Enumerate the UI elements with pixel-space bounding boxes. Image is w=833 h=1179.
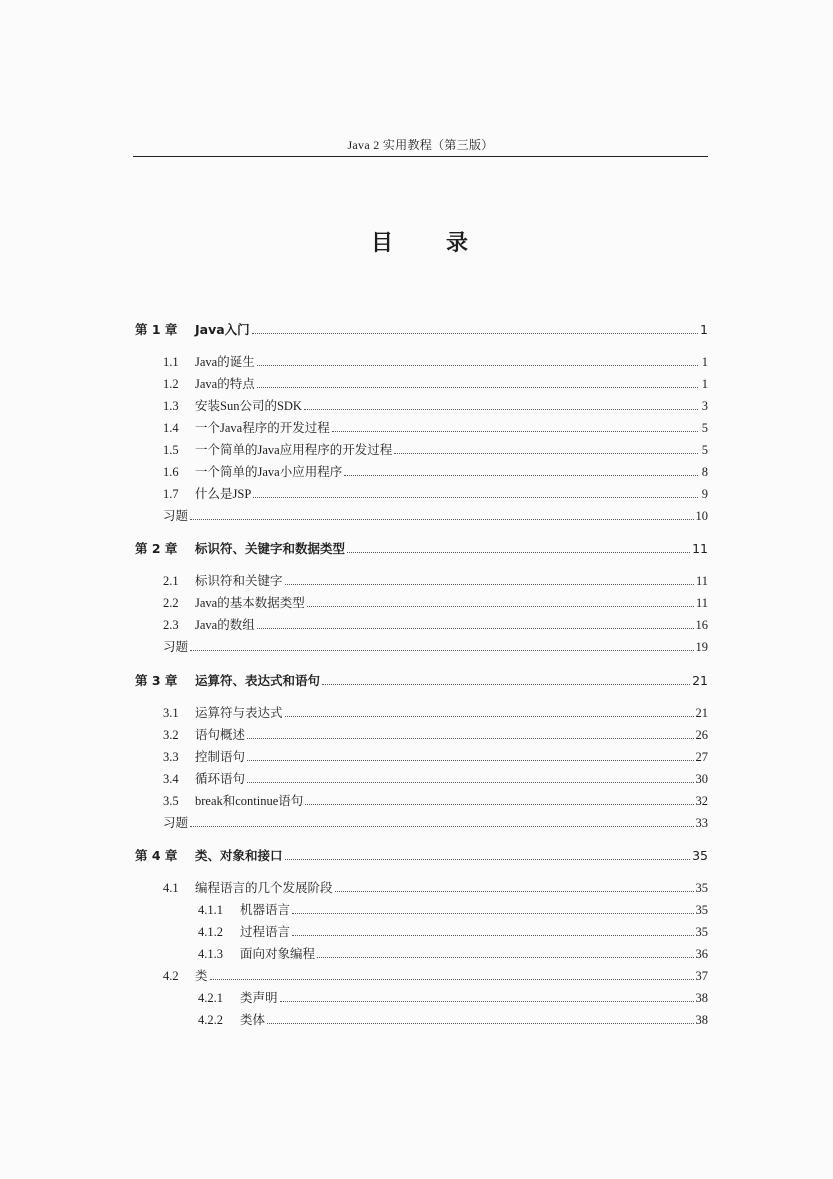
toc-entry-title: 循环语句 bbox=[195, 772, 246, 786]
toc-entry-title: Java的特点 bbox=[195, 377, 255, 391]
toc-entry-page-number: 35 bbox=[692, 848, 708, 863]
toc-entry-number: 1.5 bbox=[163, 443, 179, 457]
toc-entry-number: 3.4 bbox=[163, 772, 179, 786]
toc-entry-number: 1.7 bbox=[163, 487, 179, 501]
toc-entry-number: 第 2 章 bbox=[135, 541, 178, 556]
toc-entry-title: 运算符与表达式 bbox=[195, 706, 283, 720]
toc-entry-number: 1.2 bbox=[163, 377, 179, 391]
toc-entry-title: 语句概述 bbox=[195, 728, 246, 742]
toc-entry-number: 3.1 bbox=[163, 706, 179, 720]
toc-entry-title: Java的数组 bbox=[195, 618, 255, 632]
dot-leader bbox=[247, 737, 693, 739]
toc-entry-page-number: 30 bbox=[695, 772, 708, 786]
toc-section-entry[interactable] bbox=[163, 878, 708, 898]
toc-entry-page-number: 27 bbox=[695, 750, 708, 764]
toc-entry-page-number: 36 bbox=[695, 947, 708, 961]
toc-entry-number: 4.1.2 bbox=[198, 925, 223, 939]
dot-leader bbox=[257, 627, 694, 629]
toc-sub-entry[interactable] bbox=[198, 988, 708, 1008]
header-rule bbox=[133, 156, 708, 157]
toc-entry-page-number: 10 bbox=[695, 509, 708, 523]
toc-entry-number: 3.5 bbox=[163, 794, 179, 808]
dot-leader bbox=[257, 364, 698, 366]
toc-section-entry[interactable] bbox=[163, 571, 708, 591]
toc-entry-title: 什么是JSP bbox=[195, 487, 252, 501]
running-header: Java 2 实用教程（第三版） bbox=[347, 138, 494, 152]
toc-entry-title: 一个简单的Java应用程序的开发过程 bbox=[195, 443, 393, 457]
dot-leader bbox=[285, 858, 691, 860]
toc-entry-page-number: 21 bbox=[692, 673, 708, 688]
toc-sub-entry[interactable] bbox=[198, 1010, 708, 1030]
toc-section-entry[interactable] bbox=[163, 966, 708, 986]
toc-entry-page-number: 21 bbox=[695, 706, 708, 720]
toc-entry-title: 类声明 bbox=[240, 991, 278, 1005]
toc-chapter-entry[interactable] bbox=[135, 320, 708, 340]
toc-entry-title: 一个Java程序的开发过程 bbox=[195, 421, 330, 435]
toc-entry-page-number: 11 bbox=[695, 574, 708, 588]
toc-entry-number: 4.1 bbox=[163, 881, 179, 895]
dot-leader bbox=[347, 551, 690, 553]
toc-section-entry[interactable] bbox=[163, 703, 708, 723]
toc-entry-title: 习题 bbox=[163, 816, 189, 830]
toc-sub-entry[interactable] bbox=[198, 944, 708, 964]
toc-entry-page-number: 33 bbox=[695, 816, 708, 830]
toc-entry-number: 4.2.1 bbox=[198, 991, 223, 1005]
toc-entry-title: 运算符、表达式和语句 bbox=[195, 673, 321, 688]
toc-entry-title: 类、对象和接口 bbox=[195, 848, 283, 863]
dot-leader bbox=[190, 649, 693, 651]
dot-leader bbox=[247, 759, 693, 761]
toc-exercise-entry[interactable] bbox=[163, 813, 708, 833]
toc-entry-title: 类体 bbox=[240, 1013, 266, 1027]
toc-entry-number: 2.1 bbox=[163, 574, 179, 588]
dot-leader bbox=[257, 386, 698, 388]
toc-section-entry[interactable] bbox=[163, 374, 708, 394]
toc-section-entry[interactable] bbox=[163, 593, 708, 613]
toc-entry-page-number: 11 bbox=[692, 541, 708, 556]
toc-entry-page-number: 38 bbox=[695, 1013, 708, 1027]
toc-entry-number: 4.1.3 bbox=[198, 947, 223, 961]
toc-exercise-entry[interactable] bbox=[163, 637, 708, 657]
toc-entry-title: 控制语句 bbox=[195, 750, 246, 764]
dot-leader bbox=[285, 715, 694, 717]
dot-leader bbox=[317, 956, 693, 958]
toc-entry-number: 第 4 章 bbox=[135, 848, 178, 863]
toc-entry-page-number: 16 bbox=[695, 618, 708, 632]
toc-section-entry[interactable] bbox=[163, 769, 708, 789]
toc-section-entry[interactable] bbox=[163, 791, 708, 811]
dot-leader bbox=[280, 1000, 694, 1002]
toc-entry-page-number: 5 bbox=[701, 421, 708, 435]
dot-leader bbox=[253, 496, 698, 498]
dot-leader bbox=[332, 430, 698, 432]
toc-entry-number: 4.1.1 bbox=[198, 903, 223, 917]
dot-leader bbox=[267, 1022, 693, 1024]
toc-entry-number: 4.2 bbox=[163, 969, 179, 983]
toc-entry-title: 安装Sun公司的SDK bbox=[195, 399, 302, 413]
toc-entry-number: 2.2 bbox=[163, 596, 179, 610]
toc-title-char-2: 录 bbox=[446, 231, 469, 256]
toc-entry-title: 习题 bbox=[163, 509, 189, 523]
toc-entry-page-number: 1 bbox=[700, 322, 708, 337]
toc-section-entry[interactable] bbox=[163, 747, 708, 767]
toc-entry-page-number: 26 bbox=[695, 728, 708, 742]
toc-entry-page-number: 37 bbox=[695, 969, 708, 983]
toc-entry-title: 习题 bbox=[163, 640, 189, 654]
toc-entry-page-number: 35 bbox=[695, 881, 708, 895]
dot-leader bbox=[292, 912, 693, 914]
dot-leader bbox=[344, 474, 698, 476]
toc-section-entry[interactable] bbox=[163, 615, 708, 635]
toc-entry-title: Java的基本数据类型 bbox=[195, 596, 305, 610]
dot-leader bbox=[210, 978, 694, 980]
toc-sub-entry[interactable] bbox=[198, 900, 708, 920]
toc-entry-number: 2.3 bbox=[163, 618, 179, 632]
toc-chapter-entry[interactable] bbox=[135, 539, 708, 559]
dot-leader bbox=[252, 332, 698, 334]
toc-entry-page-number: 3 bbox=[701, 399, 708, 413]
dot-leader bbox=[322, 683, 690, 685]
toc-chapter-entry[interactable] bbox=[135, 671, 708, 691]
toc-entry-title: Java的诞生 bbox=[195, 355, 255, 369]
toc-exercise-entry[interactable] bbox=[163, 506, 708, 526]
dot-leader bbox=[305, 803, 693, 805]
toc-entry-number: 第 3 章 bbox=[135, 673, 178, 688]
toc-entry-title: 标识符、关键字和数据类型 bbox=[195, 541, 346, 556]
toc-entry-page-number: 35 bbox=[695, 903, 708, 917]
toc-section-entry[interactable] bbox=[163, 462, 708, 482]
dot-leader bbox=[394, 452, 698, 454]
toc-entry-title: 类 bbox=[195, 969, 208, 983]
toc-sub-entry[interactable] bbox=[198, 922, 708, 942]
toc-section-entry[interactable] bbox=[163, 440, 708, 460]
dot-leader bbox=[307, 605, 694, 607]
dot-leader bbox=[190, 825, 693, 827]
toc-entry-number: 1.1 bbox=[163, 355, 179, 369]
toc-entry-page-number: 5 bbox=[701, 443, 708, 457]
dot-leader bbox=[304, 408, 698, 410]
toc-entry-title: 机器语言 bbox=[240, 903, 291, 917]
dot-leader bbox=[285, 583, 694, 585]
toc-entry-page-number: 9 bbox=[701, 487, 708, 501]
toc-entry-page-number: 1 bbox=[701, 377, 708, 391]
toc-entry-title: 编程语言的几个发展阶段 bbox=[195, 881, 333, 895]
toc-entry-page-number: 1 bbox=[701, 355, 708, 369]
toc-chapter-entry[interactable] bbox=[135, 846, 708, 866]
toc-entry-number: 3.2 bbox=[163, 728, 179, 742]
toc-entry-title: 标识符和关键字 bbox=[195, 574, 283, 588]
toc-entry-title: break和continue语句 bbox=[195, 794, 304, 808]
toc-entry-page-number: 8 bbox=[701, 465, 708, 479]
toc-entry-number: 4.2.2 bbox=[198, 1013, 223, 1027]
toc-title-char-1: 目 bbox=[371, 231, 394, 256]
toc-entry-title: 一个简单的Java小应用程序 bbox=[195, 465, 343, 479]
toc-entry-number: 第 1 章 bbox=[135, 322, 178, 337]
toc-entry-page-number: 35 bbox=[695, 925, 708, 939]
toc-section-entry[interactable] bbox=[163, 396, 708, 416]
toc-section-entry[interactable] bbox=[163, 352, 708, 372]
toc-entry-title: Java入门 bbox=[195, 322, 250, 337]
toc-entry-number: 3.3 bbox=[163, 750, 179, 764]
toc-entry-page-number: 19 bbox=[695, 640, 708, 654]
toc-section-entry[interactable] bbox=[163, 484, 708, 504]
toc-section-entry[interactable] bbox=[163, 725, 708, 745]
toc-entry-page-number: 32 bbox=[695, 794, 708, 808]
dot-leader bbox=[247, 781, 693, 783]
toc-entry-title: 面向对象编程 bbox=[240, 947, 316, 961]
toc-entry-number: 1.4 bbox=[163, 421, 179, 435]
toc-entry-title: 过程语言 bbox=[240, 925, 291, 939]
toc-entry-page-number: 38 bbox=[695, 991, 708, 1005]
toc-section-entry[interactable] bbox=[163, 418, 708, 438]
dot-leader bbox=[335, 890, 694, 892]
toc-entry-number: 1.6 bbox=[163, 465, 179, 479]
toc-entry-number: 1.3 bbox=[163, 399, 179, 413]
dot-leader bbox=[292, 934, 693, 936]
dot-leader bbox=[190, 518, 693, 520]
toc-entry-page-number: 11 bbox=[695, 596, 708, 610]
